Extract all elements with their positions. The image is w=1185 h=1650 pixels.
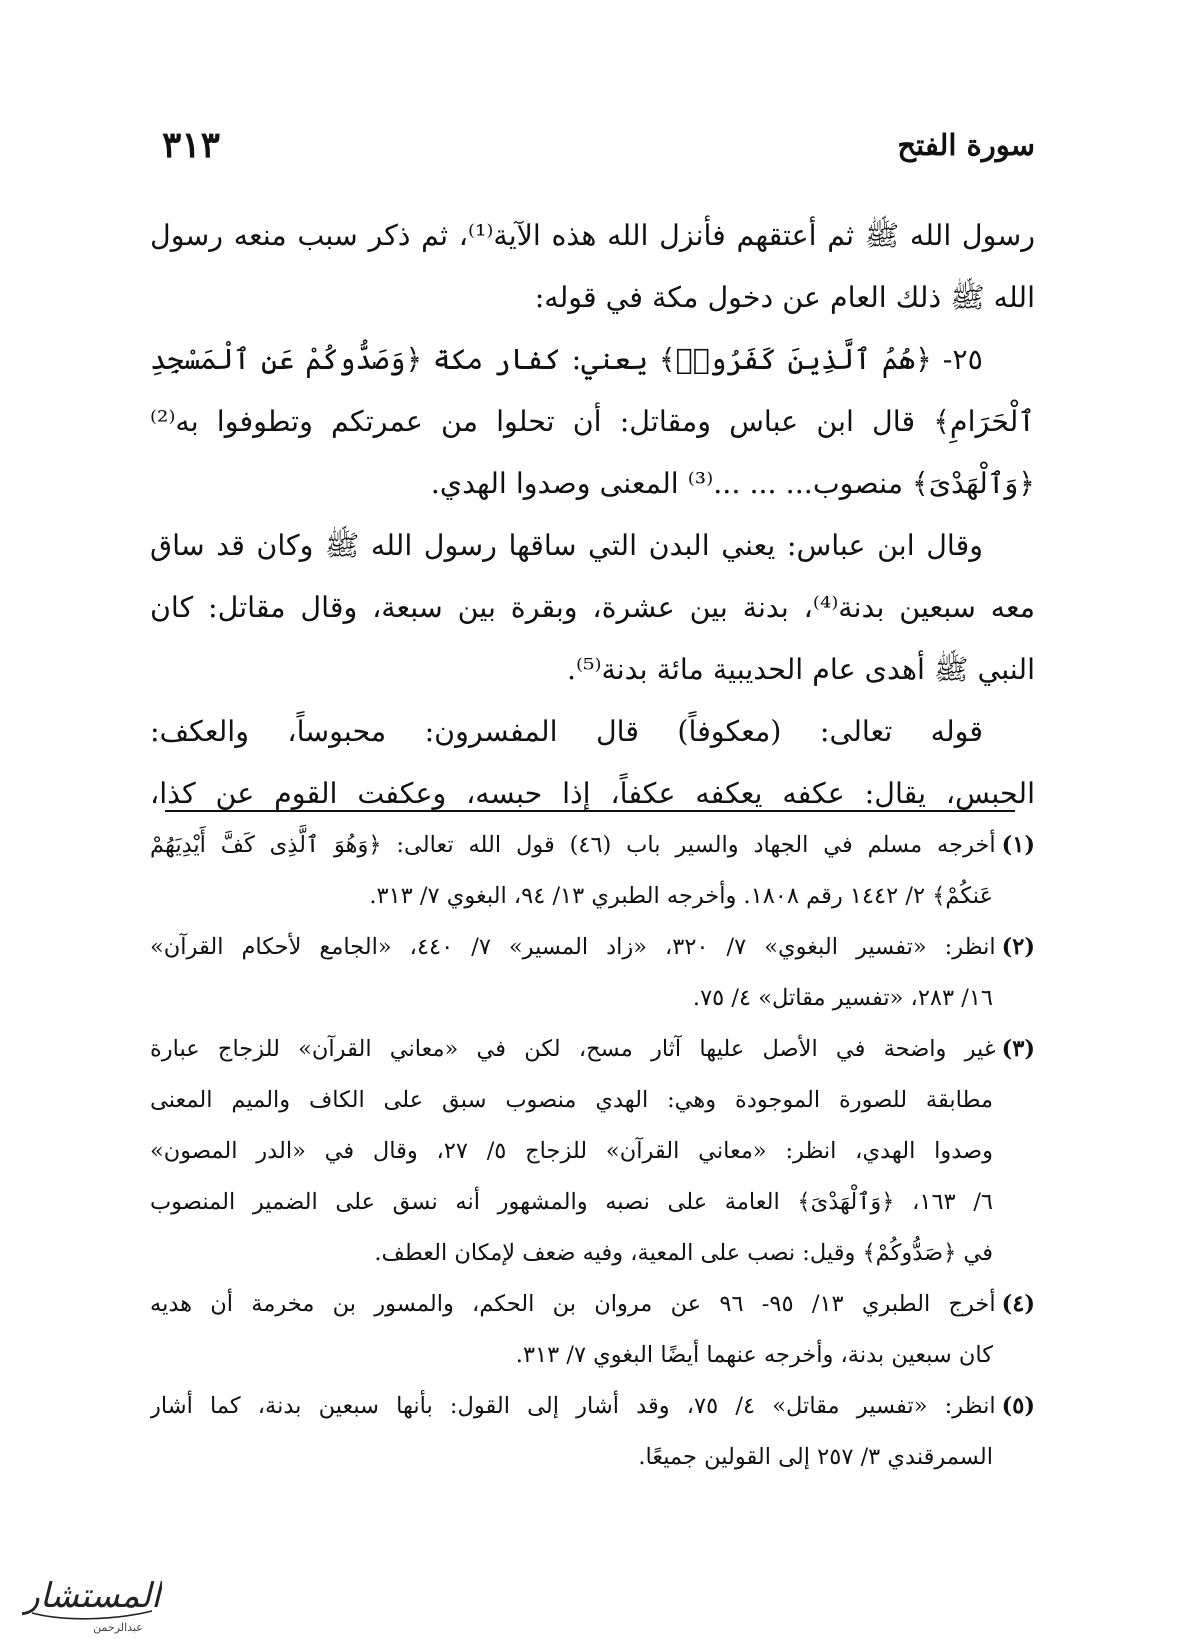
footnote-text: عَنكُمْ﴾ ٢/ ١٤٤٢ رقم ١٨٠٨. وأخرجه الطبري ١٣/ ٩٤، البغوي ٧/ ٣١٣. (369, 883, 993, 909)
text-line: النبي ﷺ أهدى عام الحديبية مائة بدنة⁽⁵⁾. (566, 653, 1035, 686)
text-line: الحبس، يقال: عكفه يعكفه عكفاً، إذا حبسه، وعكفت القوم عن كذا، (150, 777, 1035, 810)
text-line: معه سبعين بدنة⁽⁴⁾، بدنة بين عشرة، وبقرة بين سبعة، وقال مقاتل: كان (150, 591, 1035, 624)
footnote-text: أخرج الطبري ١٣/ ٩٥- ٩٦ عن مروان بن الحكم، والمسور بن مخرمة أن هديه (150, 1291, 996, 1317)
logo-subtext: عبدالرحمن (93, 1621, 143, 1634)
footnote (150, 922, 1035, 1024)
footnote-number: (٣) (1001, 1036, 1035, 1062)
footnote (150, 1024, 1035, 1279)
paragraph (150, 701, 1035, 825)
footnote-number: (٥) (1001, 1393, 1035, 1419)
footnote (150, 1381, 1035, 1483)
main-text (150, 205, 1035, 825)
footnote (150, 1279, 1035, 1381)
footnote-text: السمرقندي ٣/ ٢٥٧ إلى القولين جميعًا. (638, 1444, 993, 1470)
logo-text: المستشار (23, 1576, 161, 1616)
footnote-text: ٦/ ١٦٣، ﴿وَٱلْهَدْىَ﴾ العامة على نصبه والمشهور أنه نسق على الضمير المنصوب (150, 1189, 993, 1215)
text-line: ٢٥- ﴿هُمُ ٱلَّذِينَ كَفَرُوا۟﴾ يعني: كفار مكة ﴿وَصَدُّوكُمْ عَنِ ٱلْمَسْجِدِ (150, 343, 983, 376)
footnote-text: انظر: «تفسير مقاتل» ٤/ ٧٥، وقد أشار إلى القول: بأنها سبعين بدنة، كما أشار (150, 1393, 996, 1419)
page-number: ٣١٣ (162, 124, 221, 166)
text-line: وقال ابن عباس: يعني البدن التي ساقها رسول الله ﷺ وكان قد ساق (150, 529, 983, 562)
text-line: الله ﷺ ذلك العام عن دخول مكة في قوله: (534, 281, 1035, 314)
paragraph (150, 329, 1035, 515)
paragraph (150, 515, 1035, 701)
footnote-text: ١٦/ ٢٨٣، «تفسير مقاتل» ٤/ ٧٥. (692, 985, 993, 1011)
footnote-text: كان سبعين بدنة، وأخرجه عنهما أيضًا البغوي ٧/ ٣١٣. (515, 1342, 993, 1368)
footnote-text: أخرجه مسلم في الجهاد والسير باب (٤٦) قول الله تعالى: ﴿وَهُوَ ٱلَّذِى كَفَّ أَيْدِيَهُمْ (150, 832, 996, 858)
footnote-number: (٢) (1001, 934, 1035, 960)
page-header (150, 120, 1035, 180)
footnote-text: وصدوا الهدي، انظر: «معاني القرآن» للزجاج ٥/ ٢٧، وقال في «الدر المصون» (150, 1138, 994, 1164)
text-line: رسول الله ﷺ ثم أعتقهم فأنزل الله هذه الآية⁽¹⁾، ثم ذكر سبب منعه رسول (150, 219, 1035, 252)
footnote-text: مطابقة للصورة الموجودة وهي: الهدي منصوب سبق على الكاف والميم المعنى (150, 1087, 993, 1113)
footnotes (150, 820, 1035, 1483)
footnote-text: انظر: «تفسير البغوي» ٧/ ٣٢٠، «زاد المسير» ٧/ ٤٤٠، «الجامع لأحكام القرآن» (150, 934, 996, 960)
footnote (150, 820, 1035, 922)
text-line: ٱلْحَرَامِ﴾ قال ابن عباس ومقاتل: أن تحلوا من عمرتكم وتطوفوا به⁽²⁾ (150, 405, 1035, 438)
paragraph (150, 205, 1035, 329)
text-line: ﴿وَٱلْهَدْىَ﴾ منصوب... ... ...⁽³⁾ المعنى وصدوا الهدي. (430, 467, 1035, 500)
footnote-divider (165, 810, 1015, 812)
surah-title: سورة الفتح (897, 128, 1035, 162)
footnote-text: في ﴿صَدُّوكُمْ﴾ وقيل: نصب على المعية، وفيه ضعف لإمكان العطف. (374, 1240, 993, 1266)
publisher-logo (22, 1565, 162, 1637)
footnote-number: (٤) (1001, 1291, 1035, 1317)
text-line: قوله تعالى: (معكوفاً) قال المفسرون: محبوساً، والعكف: (150, 715, 983, 748)
footnote-text: غير واضحة في الأصل عليها آثار مسح، لكن في «معاني القرآن» للزجاج عبارة (150, 1036, 996, 1062)
footnote-number: (١) (1001, 832, 1035, 858)
